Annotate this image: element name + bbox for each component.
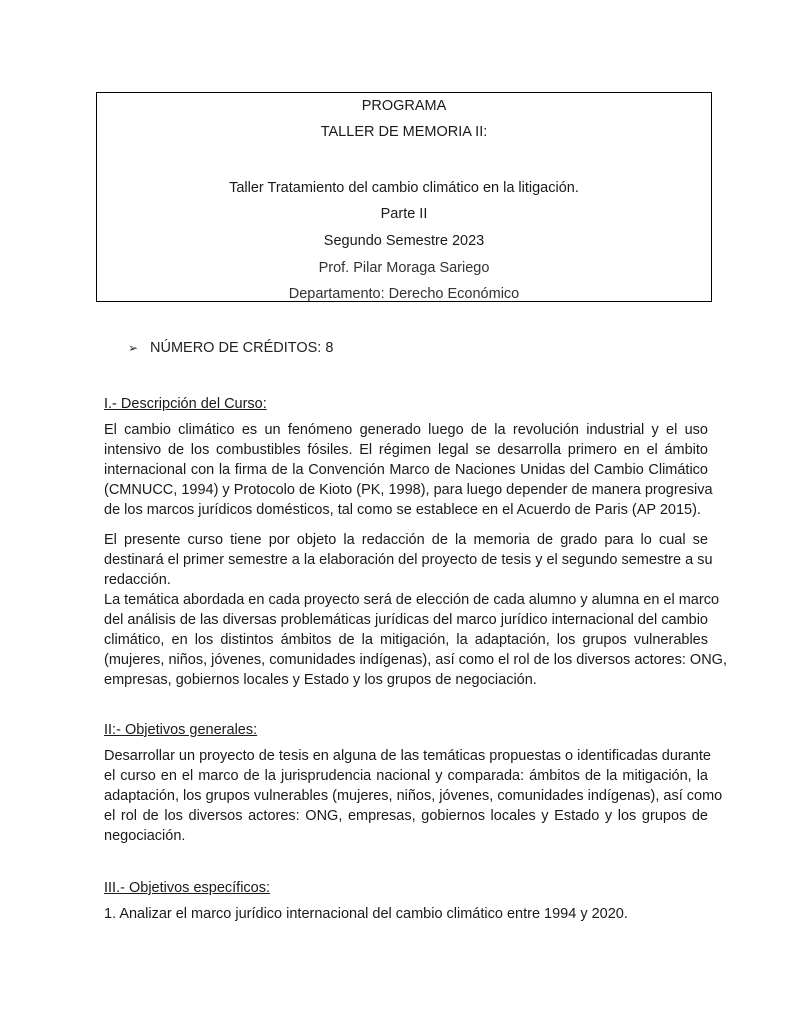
program-title-box bbox=[96, 92, 712, 302]
course-subtitle: Taller Tratamiento del cambio climático en la litigación. bbox=[229, 180, 579, 196]
section-heading-specific-objectives: III.- Objetivos específicos: bbox=[104, 880, 271, 896]
credits-line bbox=[128, 340, 333, 356]
specific-objective-1 bbox=[104, 904, 708, 924]
text-line: empresas, gobiernos locales y Estado y los grupos de negociación. bbox=[104, 672, 537, 688]
course-semester: Segundo Semestre 2023 bbox=[323, 233, 485, 249]
text-line: internacional con la firma de la Convención Marco de Naciones Unidas del Cambio Climático bbox=[104, 462, 708, 478]
department: Departamento: Derecho Económico bbox=[288, 286, 520, 302]
text-line: El presente curso tiene por objeto la redacción de la memoria de grado para lo cual se bbox=[104, 532, 708, 548]
section-heading-general-objectives: II:- Objetivos generales: bbox=[104, 722, 258, 738]
text-line: intensivo de los combustibles fósiles. El régimen legal se desarrolla primero en el ámbito bbox=[104, 442, 708, 458]
text-line: Desarrollar un proyecto de tesis en alguna de las temáticas propuestas o identificadas durante bbox=[104, 748, 711, 764]
text-line: La temática abordada en cada proyecto será de elección de cada alumno y alumna en el marco bbox=[104, 592, 720, 608]
description-paragraph-1 bbox=[104, 420, 713, 520]
general-objectives-paragraph bbox=[104, 746, 723, 846]
text-line: el rol de los diversos actores: ONG, empresas, gobiernos locales y Estado y los grupos de bbox=[104, 808, 708, 824]
text-line: El cambio climático es un fenómeno generado luego de la revolución industrial y el uso bbox=[104, 422, 708, 438]
course-name: TALLER DE MEMORIA II: bbox=[320, 124, 488, 140]
text-line: destinará el primer semestre a la elaboración del proyecto de tesis y el segundo semestre a su bbox=[104, 552, 713, 568]
text-line: el curso en el marco de la jurisprudencia nacional y comparada: ámbitos de la mitigación, la bbox=[104, 768, 708, 784]
credits-text: NÚMERO DE CRÉDITOS: 8 bbox=[150, 340, 334, 356]
text-line: negociación. bbox=[104, 828, 186, 844]
description-paragraph-3 bbox=[104, 590, 727, 690]
professor-name: Prof. Pilar Moraga Sariego bbox=[318, 260, 490, 276]
section-heading-description: I.- Descripción del Curso: bbox=[104, 396, 267, 412]
program-label: PROGRAMA bbox=[361, 98, 447, 114]
text-line: redacción. bbox=[104, 572, 171, 588]
text-line: (CMNUCC, 1994) y Protocolo de Kioto (PK, 1998), para luego depender de manera progresiva bbox=[104, 482, 713, 498]
text-line: climático, en los distintos ámbitos de la mitigación, la adaptación, los grupos vulnerables bbox=[104, 632, 708, 648]
text-line: del análisis de las diversas problemáticas jurídicas del marco jurídico internacional del cambio bbox=[104, 612, 708, 628]
text-line: de los marcos jurídicos domésticos, tal como se establece en el Acuerdo de Paris (AP 2015). bbox=[104, 502, 701, 518]
text-line: (mujeres, niños, jóvenes, comunidades indígenas), así como el rol de los diversos actores: ONG, bbox=[104, 652, 727, 668]
text-line: adaptación, los grupos vulnerables (mujeres, niños, jóvenes, comunidades indígenas), así como bbox=[104, 788, 723, 804]
text-line: 1. Analizar el marco jurídico internacional del cambio climático entre 1994 y 2020. bbox=[104, 906, 628, 922]
course-part: Parte II bbox=[380, 206, 428, 222]
arrow-bullet-icon: ➢ bbox=[128, 341, 139, 355]
description-paragraph-2 bbox=[104, 530, 713, 590]
